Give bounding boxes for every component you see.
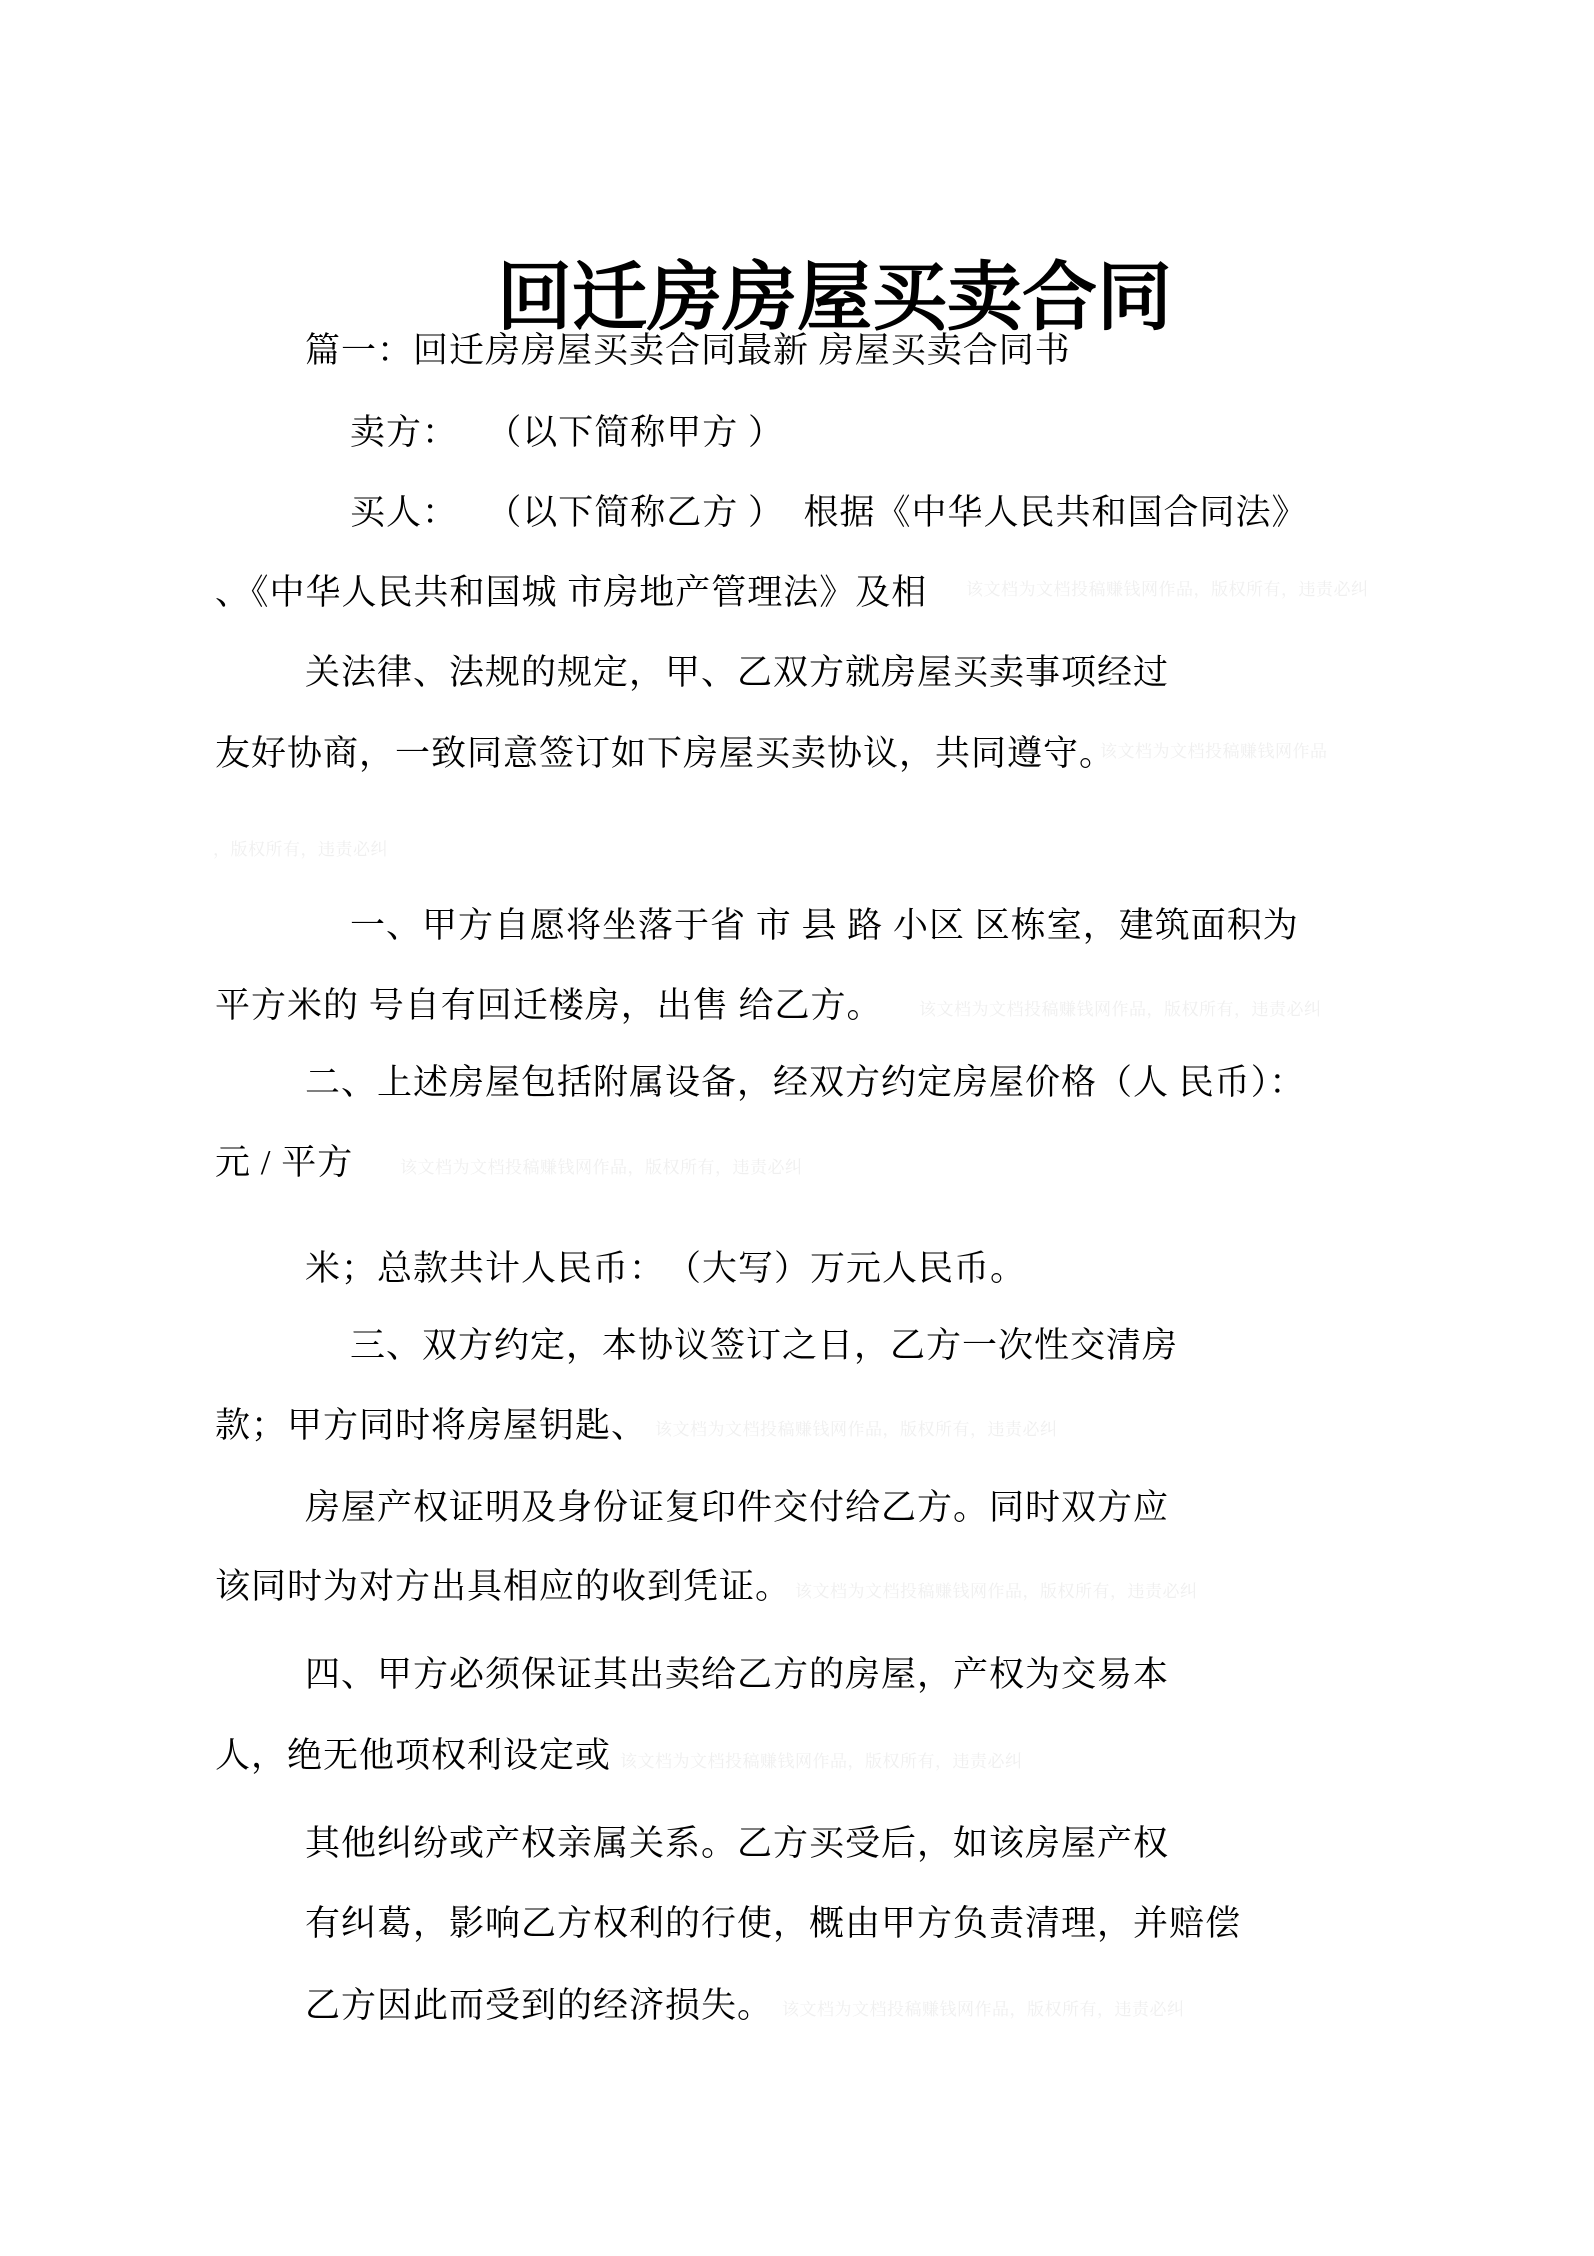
contract-line: 平方米的 号自有回迁楼房，出售 给乙方。 (215, 986, 883, 1025)
watermark-text: 该文档为文档投稿赚钱网作品，版权所有，违责必纠 (919, 1000, 1322, 1020)
contract-line: 友好协商，一致同意签订如下房屋买卖协议，共同遵守。 (215, 734, 1116, 773)
contract-line: 、《中华人民共和国城 市房地产管理法》及相 (215, 573, 928, 612)
contract-line: 人，绝无他项权利设定或 (215, 1736, 612, 1775)
contract-line: 元 / 平方 (215, 1143, 354, 1182)
watermark-text: 该文档为文档投稿赚钱网作品，版权所有，违责必纠 (620, 1752, 1023, 1772)
contract-line: 卖方： （以下简称甲方 ） (350, 413, 785, 452)
contract-line: 该同时为对方出具相应的收到凭证。 (215, 1567, 792, 1606)
contract-line: 四、甲方必须保证其出卖给乙方的房屋，产权为交易本 (305, 1655, 1170, 1694)
watermark-text: 该文档为文档投稿赚钱网作品，版权所有，违责必纠 (782, 2000, 1185, 2020)
contract-line: 乙方因此而受到的经济损失。 (305, 1986, 774, 2025)
watermark-text: 该文档为文档投稿赚钱网作品，版权所有，违责必纠 (966, 580, 1369, 600)
contract-line: 篇一：回迁房房屋买卖合同最新 房屋买卖合同书 (305, 331, 1071, 370)
contract-line: 米；总款共计人民币： （大写）万元人民币。 (305, 1249, 1027, 1288)
watermark-text: ，版权所有，违责必纠 (213, 840, 388, 860)
watermark-text: 该文档为文档投稿赚钱网作品，版权所有，违责必纠 (795, 1582, 1198, 1602)
contract-line: 买人： （以下简称乙方 ） 根据《中华人民共和国合同法》 (350, 493, 1308, 532)
contract-line: 其他纠纷或产权亲属关系。乙方买受后，如该房屋产权 (305, 1824, 1170, 1863)
document-title: 回迁房房屋买卖合同 (497, 253, 1173, 342)
watermark-text: 该文档为文档投稿赚钱网作品，版权所有，违责必纠 (655, 1420, 1058, 1440)
contract-line: 三、双方约定，本协议签订之日，乙方一次性交清房 (350, 1326, 1179, 1365)
watermark-text: 该文档为文档投稿赚钱网作品，版权所有，违责必纠 (400, 1158, 803, 1178)
contract-line: 一、甲方自愿将坐落于省 市 县 路 小区 区栋室，建筑面积为 (350, 906, 1299, 945)
watermark-text: 该文档为文档投稿赚钱网作品 (1100, 742, 1328, 762)
contract-line: 房屋产权证明及身份证复印件交付给乙方。同时双方应 (305, 1488, 1170, 1527)
contract-line: 二、上述房屋包括附属设备，经双方约定房屋价格（人 民币）： (305, 1063, 1306, 1102)
contract-line: 关法律、法规的规定，甲、乙双方就房屋买卖事项经过 (305, 653, 1170, 692)
contract-line: 款；甲方同时将房屋钥匙、 (215, 1406, 648, 1445)
contract-line: 有纠葛，影响乙方权利的行使，概由甲方负责清理，并赔偿 (305, 1904, 1242, 1943)
